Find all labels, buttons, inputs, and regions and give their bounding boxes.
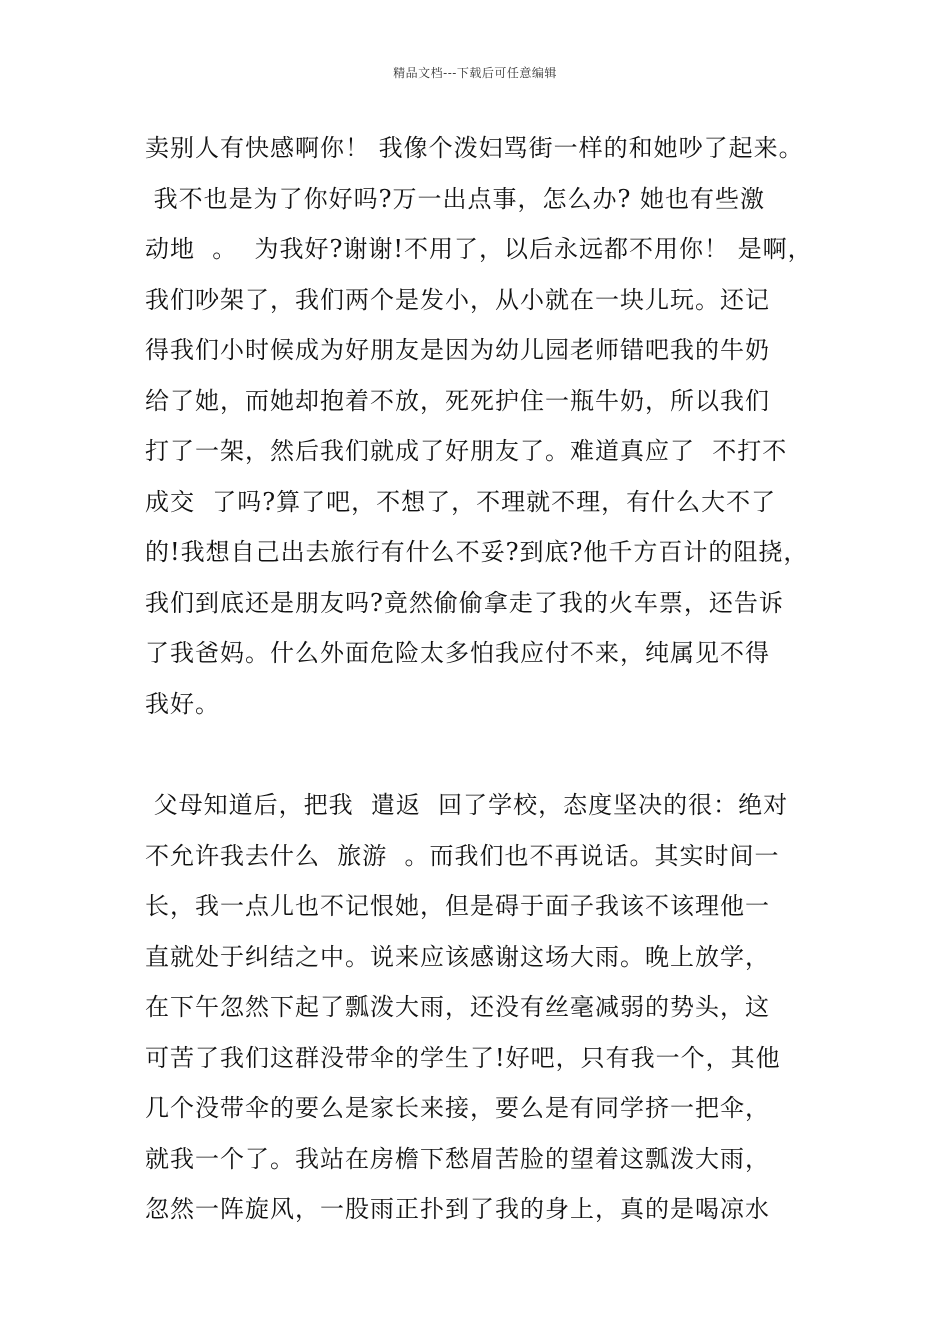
text-line: 可苦了我们这群没带伞的学生了!好吧，只有我一个，其他 xyxy=(145,1043,781,1072)
text-line: 动地 。 为我好?谢谢!不用了，以后永远都不用你！ 是啊， xyxy=(145,235,813,263)
page-header: 精品文档---下载后可任意编辑 xyxy=(393,66,557,80)
text-line: 我好。 xyxy=(145,689,220,718)
text-line: 忽然一阵旋风，一股雨正扑到了我的身上，真的是喝凉水 xyxy=(145,1195,770,1223)
text-line: 在下午忽然下起了瓢泼大雨，还没有丝毫减弱的势头，这 xyxy=(145,993,770,1021)
text-line: 的!我想自己出去旅行有什么不妥?到底?他千方百计的阻挠， xyxy=(145,538,809,566)
paragraph-1 xyxy=(145,128,815,734)
document-body xyxy=(145,128,815,1240)
text-line: 直就处于纠结之中。说来应该感谢这场大雨。晚上放学， xyxy=(145,942,770,971)
paragraph-gap xyxy=(145,734,815,785)
paragraph-2 xyxy=(145,785,815,1240)
text-line: 得我们小时候成为好朋友是因为幼儿园老师错吧我的牛奶 xyxy=(145,336,770,364)
text-line: 就我一个了。我站在房檐下愁眉苦脸的望着这瓢泼大雨， xyxy=(145,1144,770,1173)
text-line: 成交 了吗?算了吧，不想了，不理就不理，有什么大不了 xyxy=(145,487,777,516)
text-line: 卖别人有快感啊你！ 我像个泼妇骂街一样的和她吵了起来。 xyxy=(145,134,804,162)
text-line: 我们到底还是朋友吗?竟然偷偷拿走了我的火车票，还告诉 xyxy=(145,588,784,617)
text-line: 几个没带伞的要么是家长来接，要么是有同学挤一把伞， xyxy=(145,1094,770,1122)
text-line: 了我爸妈。什么外面危险太多怕我应付不来，纯属见不得 xyxy=(145,639,770,667)
text-line: 长，我一点儿也不记恨她，但是碍于面子我该不该理他一 xyxy=(145,892,770,920)
text-line: 我们吵架了，我们两个是发小，从小就在一块儿玩。还记 xyxy=(145,285,770,314)
text-line: 打了一架，然后我们就成了好朋友了。难道真应了 不打不 xyxy=(145,437,788,465)
text-line: 父母知道后，把我 遣返 回了学校，态度坚决的很：绝对 xyxy=(145,791,789,819)
text-line: 不允许我去什么 旅游 。而我们也不再说话。其实时间一 xyxy=(145,841,780,870)
text-line: 给了她，而她却抱着不放，死死护住一瓶牛奶，所以我们 xyxy=(145,386,770,415)
text-line: 我不也是为了你好吗?万一出点事，怎么办? 她也有些激 xyxy=(145,184,765,213)
